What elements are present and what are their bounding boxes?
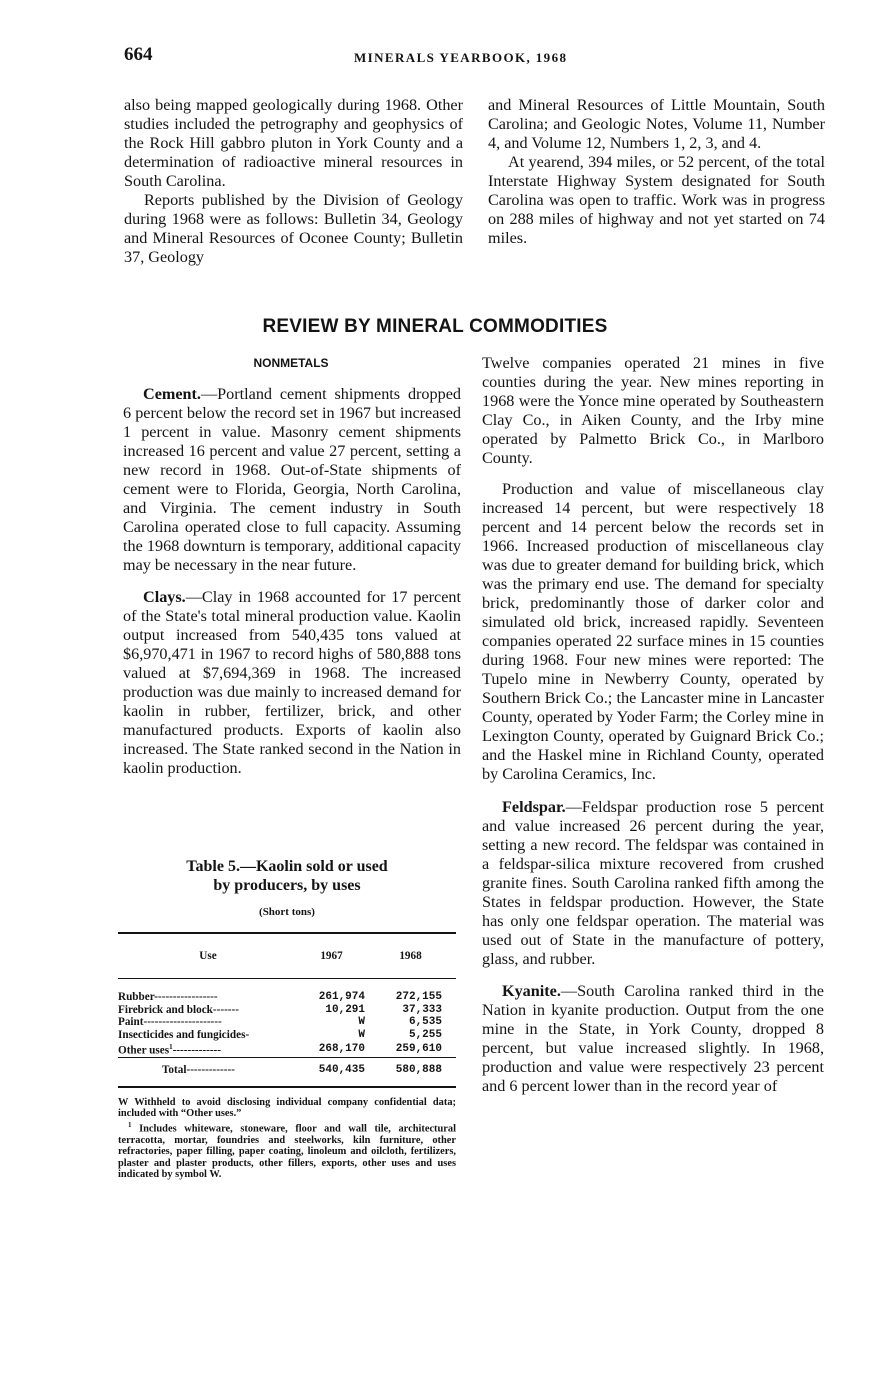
cement-run-in: Cement. bbox=[143, 385, 201, 403]
row-use: Insecticides and fungicides- bbox=[118, 1028, 250, 1041]
paragraph: At yearend, 394 miles, or 52 percent, of the total Interstate Highway System designated for South Carolina was open to traffic. Work was in progress on 288 miles of highway and not yet started on 74 miles. bbox=[488, 153, 825, 247]
kyanite-text: —South Carolina ranked third in the Nation in kyanite production. Output from the one mine in the State, in York County, dropped 8 percent, but value increased slightly. In 1968, production and value were respectively 23 percent and 6 percent lower than in the record year of bbox=[482, 982, 824, 1095]
feldspar-text: —Feldspar production rose 5 percent and value increased 26 percent during the year, setting a new record. The feldspar was contained in a feldspar-silica mixture recovered from crushed granite fines. South Carolina ranked fifth among the States in feldspar production. However, the State has only one feldspar operation. The material was used out of State in the manufacture of pottery, glass, and rubber. bbox=[482, 798, 824, 968]
total-label: Total------------- bbox=[118, 1058, 298, 1083]
table-row bbox=[118, 1041, 456, 1058]
table-row bbox=[118, 1016, 456, 1029]
top-left-column bbox=[124, 96, 463, 267]
paragraph: Reports published by the Division of Geology during 1968 were as follows: Bulletin 34, Geology and Mineral Resources of Oconee County; Bulletin 37, Geology bbox=[124, 191, 463, 266]
table-row bbox=[118, 979, 456, 1004]
table-header-row bbox=[118, 933, 456, 979]
total-1968: 580,888 bbox=[365, 1058, 456, 1083]
header-use: Use bbox=[118, 933, 298, 979]
paragraph: Twelve companies operated 21 mines in five counties during the year. New mines reporting in 1968 were the Yonce mine operated by Southeastern Clay Co., in Aiken County, and the Irby mine operated by Palmetto Brick Co., in Marlboro County. bbox=[482, 354, 824, 467]
total-1967: 540,435 bbox=[298, 1058, 365, 1083]
table-footnotes bbox=[118, 1097, 456, 1180]
table-bottom-rule bbox=[118, 1086, 456, 1088]
table-title-line: Table 5.—Kaolin sold or used bbox=[186, 858, 388, 875]
row-1967: 261,974 bbox=[318, 991, 365, 1003]
cement-text: —Portland cement shipments dropped 6 percent below the record set in 1967 but increased 1 percent in value. Masonry cement shipments increased 16 percent and value 27 percent, setting a new record in 1968. Out-of-State shipments of cement were to Florida, Georgia, North Carolina, and Virginia. The cement industry in South Carolina operated close to full capacity. Assuming the 1968 downturn is temporary, additional capacity may be necessary in the near future. bbox=[123, 385, 461, 574]
header-1968: 1968 bbox=[365, 933, 456, 979]
section-title: REVIEW BY MINERAL COMMODITIES bbox=[262, 316, 608, 337]
clays-paragraph bbox=[123, 588, 461, 778]
table-title bbox=[118, 857, 456, 895]
table-row bbox=[118, 1004, 456, 1017]
row-1968: 37,333 bbox=[402, 1003, 442, 1016]
table-total-row bbox=[118, 1058, 456, 1083]
row-use: Firebrick and block------- bbox=[118, 1003, 239, 1016]
row-1968: 272,155 bbox=[395, 991, 442, 1003]
feldspar-paragraph bbox=[482, 798, 824, 969]
paragraph: also being mapped geologically during 1968. Other studies included the petrography and geophysics of the Rock Hill gabbro pluton in York County and a determination of radioactive mineral resources in South Carolina. bbox=[124, 96, 463, 190]
subsection-title: NONMETALS bbox=[253, 356, 329, 370]
feldspar-run-in: Feldspar. bbox=[502, 798, 566, 816]
row-1967: 268,170 bbox=[318, 1042, 365, 1055]
header-1967: 1967 bbox=[298, 933, 365, 979]
row-1968: 5,255 bbox=[408, 1028, 442, 1041]
table-title-line: by producers, by uses bbox=[213, 877, 361, 894]
top-right-column bbox=[488, 96, 825, 248]
footnote-1: $^1$ Includes whiteware, stoneware, floor and wall tile, architectural terracotta, mortar, foundries and steelworks, kiln furniture, other refractories, paper filling, paper coating, linoleum and oilcloth, fertilizers, plaster and plaster products, other fillers, exports, other uses and uses indicated by symbol W. bbox=[118, 1120, 456, 1180]
running-title: MINERALS YEARBOOK, 1968 bbox=[354, 50, 568, 65]
clays-text: —Clay in 1968 accounted for 17 percent of the State's total mineral production value. Kaolin output increased from 540,435 tons valued at $6,970,471 in 1967 to record highs of 580,888 tons valued at $7,694,369 in 1968. The increased production was due mainly to increased demand for kaolin in rubber, fertilizer, brick, and other manufactured products. Exports of kaolin also increased. The State ranked second in the Nation in kaolin production. bbox=[123, 588, 461, 777]
row-use: Rubber----------------- bbox=[118, 991, 218, 1003]
paragraph: and Mineral Resources of Little Mountain, South Carolina; and Geologic Notes, Volume 11, Number 4, and Volume 12, Numbers 1, 2, 3, and 4. bbox=[488, 96, 825, 152]
kaolin-table bbox=[118, 932, 456, 1083]
kyanite-run-in: Kyanite. bbox=[502, 982, 561, 1000]
right-column bbox=[482, 354, 824, 1096]
table-row bbox=[118, 1029, 456, 1042]
row-1967: 10,291 bbox=[325, 1003, 365, 1016]
kyanite-paragraph bbox=[482, 982, 824, 1096]
page-number: 664 bbox=[124, 44, 153, 65]
clays-run-in: Clays. bbox=[143, 588, 186, 606]
paragraph: Production and value of miscellaneous clay increased 14 percent, but were respectively 18 percent and 14 percent below the records set in 1966. Increased production of miscellaneous clay was due to greater demand for building brick, which was the primary end use. The demand for specialty brick, predominantly those of darker color and simulated old brick, increased rapidly. Seventeen companies operated 22 surface mines in 15 counties during 1968. Four new mines were reported: The Tupelo mine in Newberry County, operated by Southern Brick Co.; the Lancaster mine in Lancaster County, operated by Yoder Farm; the Corley mine in Lexington County, operated by Guignard Brick Co.; and the Haskel mine in Richland County, operated by Carolina Ceramics, Inc. bbox=[482, 480, 824, 783]
row-1967: W bbox=[358, 1028, 365, 1041]
row-1968: 259,610 bbox=[395, 1042, 442, 1055]
cement-paragraph bbox=[123, 385, 461, 575]
footnote-w: W Withheld to avoid disclosing individual company confidential data; included with “Other uses.” bbox=[118, 1097, 456, 1120]
left-column bbox=[123, 385, 461, 778]
row-1968: 6,535 bbox=[408, 1016, 442, 1028]
row-use: Other uses$^1$------------- bbox=[118, 1043, 222, 1057]
row-use: Paint--------------------- bbox=[118, 1016, 222, 1028]
table-units: (Short tons) bbox=[259, 906, 315, 918]
row-1967: W bbox=[358, 1016, 365, 1028]
